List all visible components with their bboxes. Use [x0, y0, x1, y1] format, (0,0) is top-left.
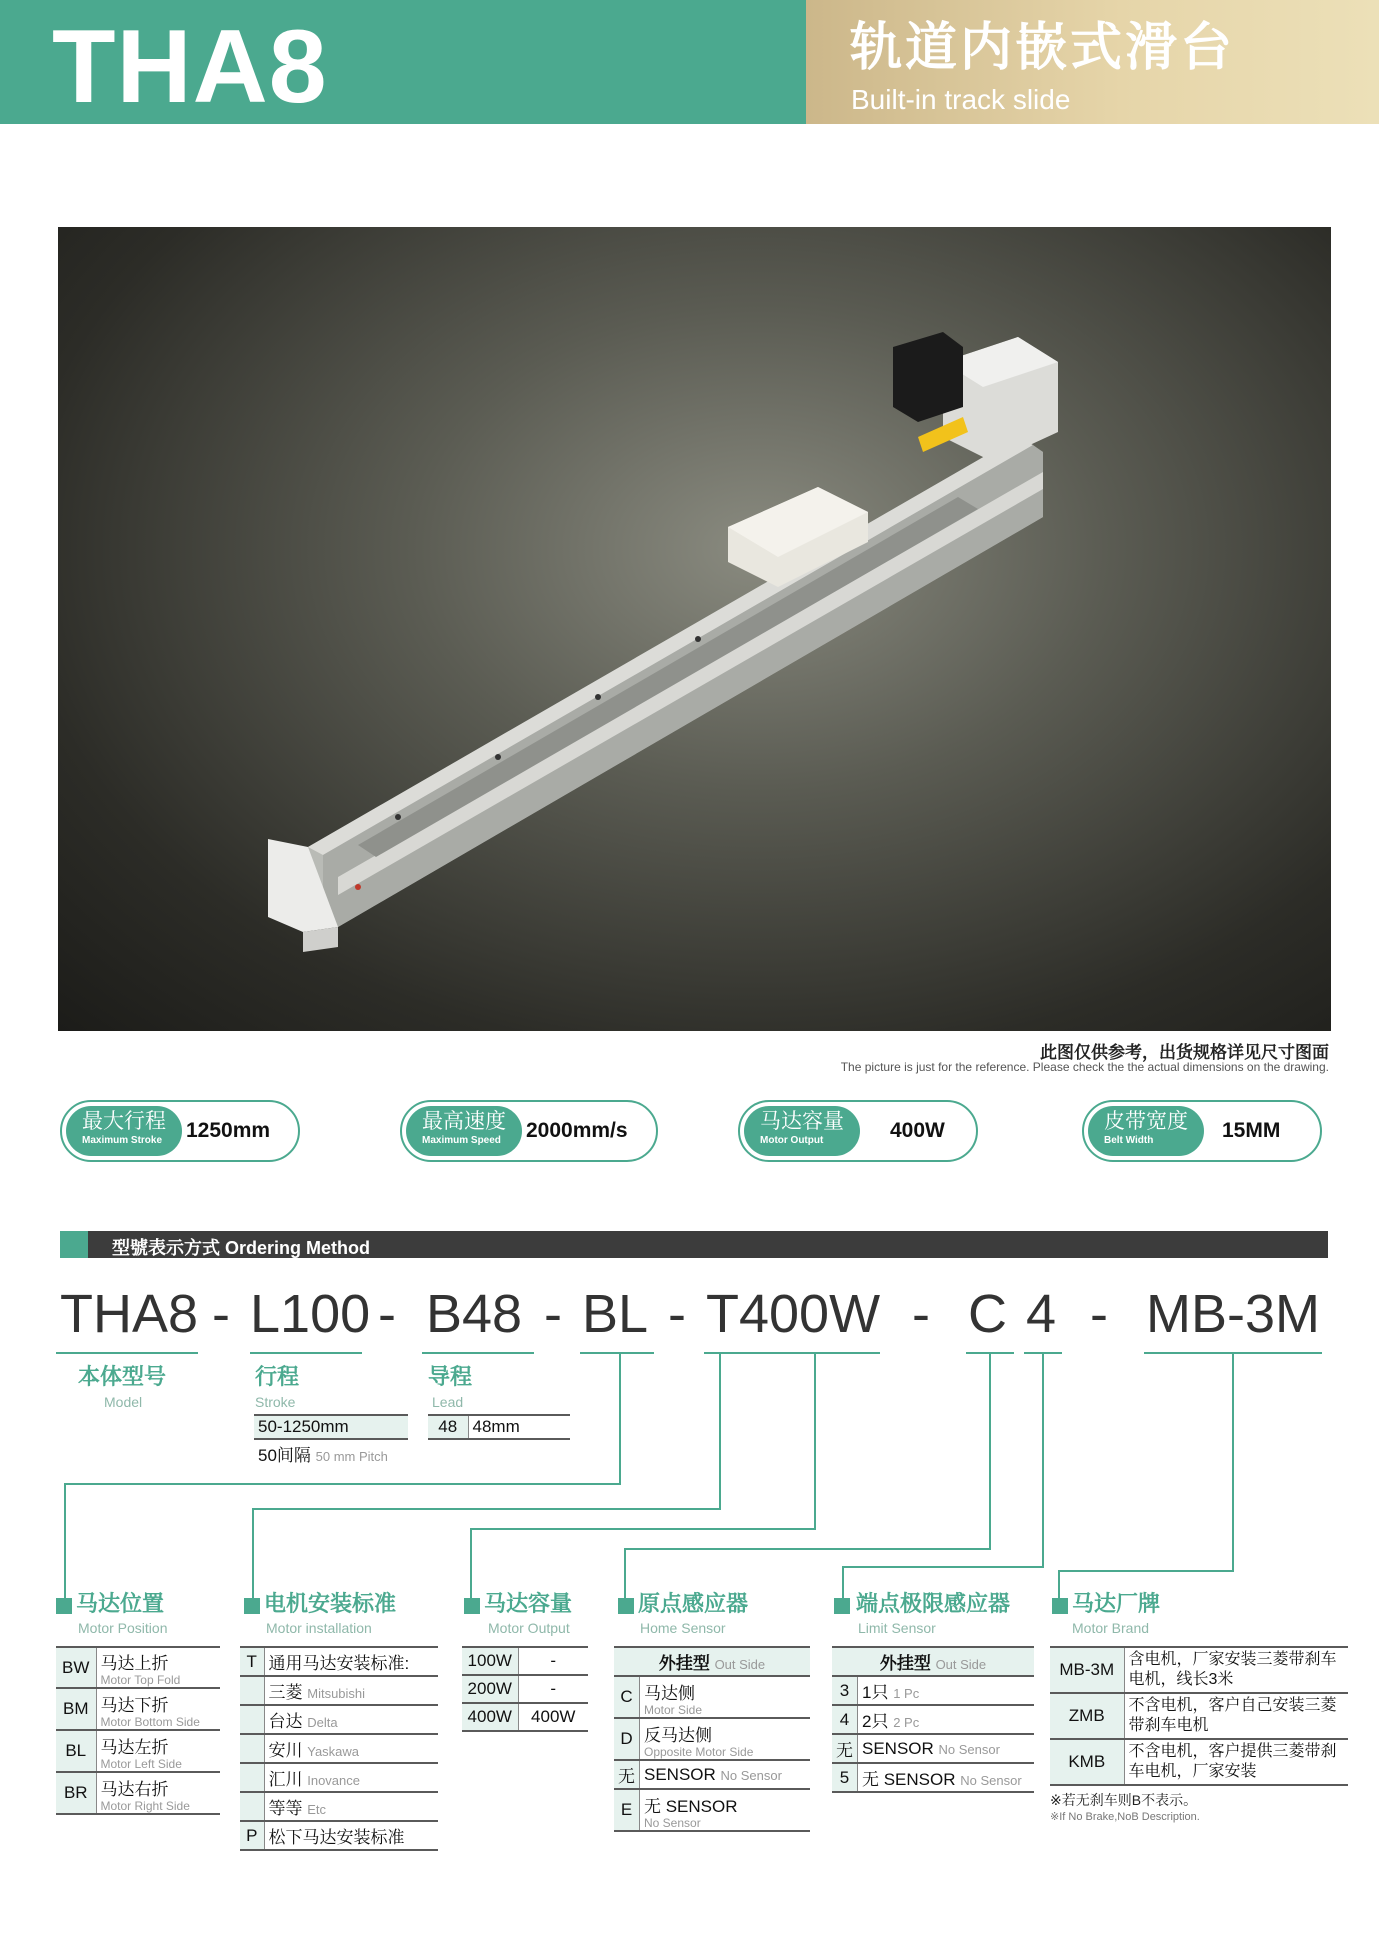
motor-output-en: Motor Output	[488, 1620, 570, 1636]
option-desc: 1只 1 Pc	[858, 1676, 1035, 1705]
spec-label-cn: 皮带宽度	[1104, 1110, 1188, 1133]
code-dash: -	[544, 1284, 562, 1344]
motor-brand-cn: 马达厂牌	[1072, 1591, 1161, 1616]
table-row	[462, 1675, 588, 1703]
option-key: 5	[832, 1763, 858, 1792]
motor-install-en: Motor installation	[266, 1620, 372, 1636]
ordering-title: 型號表示方式 Ordering Method	[112, 1238, 370, 1258]
spec-value: 15MM	[1222, 1119, 1281, 1142]
connector	[64, 1483, 66, 1601]
home-sensor-table	[614, 1646, 810, 1832]
option-key: BW	[56, 1647, 96, 1688]
lead-table	[428, 1414, 570, 1440]
lead-value: 48mm	[468, 1415, 570, 1439]
motor-output-cn: 马达容量	[484, 1591, 573, 1616]
option-desc: 含电机，厂家安装三菱带刹车电机，线长3米	[1124, 1647, 1348, 1693]
code-dash: -	[668, 1284, 686, 1344]
table-row	[56, 1772, 220, 1814]
model-label-en: Model	[104, 1394, 143, 1410]
ordering-bar-accent	[60, 1231, 88, 1258]
option-key: ZMB	[1050, 1693, 1124, 1739]
option-desc: 无 SENSOR No Sensor	[858, 1763, 1035, 1792]
connector	[1232, 1354, 1234, 1572]
option-key: E	[614, 1789, 640, 1831]
table-row	[614, 1760, 810, 1789]
stroke-label-cn: 行程	[255, 1364, 300, 1389]
option-key	[240, 1763, 264, 1792]
table-row	[240, 1676, 438, 1705]
lead-key: 48	[428, 1415, 468, 1439]
spec-label-cn: 马达容量	[760, 1110, 844, 1133]
table-row	[240, 1792, 438, 1821]
table-row	[56, 1647, 220, 1688]
option-desc: 三菱 Mitsubishi	[264, 1676, 438, 1705]
connector	[842, 1566, 1044, 1568]
table-row	[240, 1734, 438, 1763]
table-row	[240, 1705, 438, 1734]
spec-label-en: Motor Output	[760, 1135, 824, 1146]
connector	[814, 1354, 816, 1530]
connector	[1058, 1570, 1234, 1572]
table-row	[614, 1789, 810, 1831]
option-desc: 不含电机，客户自己安装三菱带刹车电机	[1124, 1693, 1348, 1739]
option-desc: 反马达侧 Opposite Motor Side	[640, 1718, 811, 1760]
option-desc: -	[518, 1675, 588, 1703]
connector	[470, 1528, 472, 1600]
option-key: T	[240, 1647, 264, 1676]
option-desc: SENSOR No Sensor	[640, 1760, 811, 1789]
limit-sensor-cn: 端点极限感应器	[856, 1591, 1011, 1616]
option-key	[240, 1705, 264, 1734]
option-key: 3	[832, 1676, 858, 1705]
code-dash: -	[212, 1284, 230, 1344]
table-row	[614, 1718, 810, 1760]
table-row	[1050, 1647, 1348, 1693]
stroke-label-en: Stroke	[255, 1394, 296, 1410]
spec-value: 1250mm	[186, 1119, 271, 1142]
spec-motor-output	[738, 1100, 978, 1162]
option-key: BM	[56, 1688, 96, 1730]
picture-note-cn: 此图仅供参考，出货规格详见尺寸图面	[1040, 1043, 1329, 1062]
stroke-pitch-en: 50 mm Pitch	[315, 1449, 388, 1464]
option-key: C	[614, 1676, 640, 1718]
option-header: 外挂型 Out Side	[832, 1647, 1034, 1676]
code-home: C	[968, 1284, 1007, 1344]
table-row	[462, 1703, 588, 1731]
table-row	[462, 1647, 588, 1675]
code-underline	[580, 1352, 654, 1354]
connector	[624, 1548, 626, 1600]
connector	[64, 1483, 621, 1485]
motor-brand-table	[1050, 1646, 1348, 1786]
section-square	[464, 1598, 480, 1614]
option-key	[240, 1792, 264, 1821]
spec-label-en: Maximum Stroke	[82, 1135, 163, 1146]
connector	[989, 1354, 991, 1550]
table-row	[1050, 1693, 1348, 1739]
spec-max-stroke	[60, 1100, 300, 1162]
product-photo	[58, 227, 1331, 1031]
option-desc: 台达 Delta	[264, 1705, 438, 1734]
motor-position-table	[56, 1646, 220, 1815]
spec-label-en: Maximum Speed	[422, 1135, 501, 1146]
option-desc: 不含电机，客户提供三菱带刹车电机，厂家安装	[1124, 1739, 1348, 1785]
motor-output-table	[462, 1646, 588, 1732]
option-desc: 马达左折 Motor Left Side	[96, 1730, 220, 1772]
option-key: BR	[56, 1772, 96, 1814]
spec-label-cn: 最高速度	[422, 1110, 506, 1133]
option-header: 外挂型 Out Side	[614, 1647, 810, 1676]
option-key: 100W	[462, 1647, 518, 1675]
option-key: P	[240, 1821, 264, 1850]
lead-label-cn: 导程	[428, 1364, 473, 1389]
limit-sensor-en: Limit Sensor	[858, 1620, 936, 1636]
brand-note-cn: ※若无刹车则B不表示。	[1050, 1792, 1198, 1808]
stroke-pitch	[254, 1439, 408, 1467]
option-key	[240, 1676, 264, 1705]
connector	[719, 1354, 721, 1510]
section-square	[56, 1598, 72, 1614]
code-install-output: T400W	[706, 1284, 881, 1344]
option-desc: 马达上折 Motor Top Fold	[96, 1647, 220, 1688]
table-row	[614, 1676, 810, 1718]
stroke-table	[254, 1414, 408, 1467]
option-desc: 400W	[518, 1703, 588, 1731]
table-row	[240, 1647, 438, 1676]
table-row	[56, 1730, 220, 1772]
table-row	[1050, 1739, 1348, 1785]
linear-slide-illustration	[58, 227, 1331, 1031]
spec-label-en: Belt Width	[1104, 1135, 1154, 1146]
section-square	[618, 1598, 634, 1614]
motor-install-cn: 电机安装标准	[264, 1591, 397, 1616]
brand-note-en: ※If No Brake,NoB Description.	[1050, 1811, 1200, 1823]
option-key: MB-3M	[1050, 1647, 1124, 1693]
option-desc: 马达右折 Motor Right Side	[96, 1772, 220, 1814]
code-dash: -	[912, 1284, 930, 1344]
code-lead: B48	[426, 1284, 523, 1344]
code-underline	[422, 1352, 534, 1354]
motor-position-en: Motor Position	[78, 1620, 168, 1636]
motor-brand-en: Motor Brand	[1072, 1620, 1150, 1636]
motor-position-cn: 马达位置	[76, 1591, 165, 1616]
option-key: KMB	[1050, 1739, 1124, 1785]
table-row	[832, 1705, 1034, 1734]
code-motor-pos: BL	[582, 1284, 649, 1344]
option-desc: 松下马达安装标准	[264, 1821, 438, 1850]
connector	[470, 1528, 816, 1530]
title-en: Built-in track slide	[851, 84, 1071, 115]
code-limit: 4	[1026, 1284, 1057, 1344]
connector	[252, 1508, 254, 1600]
spec-value: 400W	[890, 1119, 945, 1142]
table-row	[832, 1647, 1034, 1676]
lead-label-en: Lead	[432, 1394, 464, 1410]
spec-label-cn: 最大行程	[82, 1110, 166, 1133]
code-brand: MB-3M	[1146, 1284, 1320, 1344]
option-desc: 2只 2 Pc	[858, 1705, 1035, 1734]
option-key: 200W	[462, 1675, 518, 1703]
home-sensor-cn: 原点感应器	[638, 1591, 749, 1616]
table-row	[832, 1734, 1034, 1763]
option-key: 无	[614, 1760, 640, 1789]
stroke-range: 50-1250mm	[254, 1415, 408, 1439]
stroke-pitch-cn: 50间隔	[258, 1446, 311, 1465]
table-row	[240, 1821, 438, 1850]
connector	[1058, 1570, 1060, 1600]
option-desc: 无 SENSOR No Sensor	[640, 1789, 811, 1831]
spec-belt-width	[1082, 1100, 1322, 1162]
option-desc: 马达侧 Motor Side	[640, 1676, 811, 1718]
limit-sensor-table	[832, 1646, 1034, 1793]
home-sensor-en: Home Sensor	[640, 1620, 726, 1636]
code-underline	[704, 1352, 880, 1354]
option-desc: 马达下折 Motor Bottom Side	[96, 1688, 220, 1730]
section-square	[1052, 1598, 1068, 1614]
section-square	[244, 1598, 260, 1614]
option-key: D	[614, 1718, 640, 1760]
table-row	[240, 1763, 438, 1792]
option-desc: 等等 Etc	[264, 1792, 438, 1821]
connector	[842, 1566, 844, 1600]
option-desc: 通用马达安装标准:	[264, 1647, 438, 1676]
title-cn: 轨道内嵌式滑台	[850, 19, 1236, 77]
option-desc: SENSOR No Sensor	[858, 1734, 1035, 1763]
section-square	[834, 1598, 850, 1614]
option-key: BL	[56, 1730, 96, 1772]
motor-install-table	[240, 1646, 438, 1851]
connector	[624, 1548, 991, 1550]
connector	[619, 1354, 621, 1484]
code-model: THA8	[60, 1284, 199, 1344]
model-title: THA8	[52, 9, 328, 125]
option-key: 4	[832, 1705, 858, 1734]
option-desc: 安川 Yaskawa	[264, 1734, 438, 1763]
option-key: 无	[832, 1734, 858, 1763]
code-stroke: L100	[250, 1284, 371, 1344]
code-underline	[250, 1352, 362, 1354]
table-row	[832, 1676, 1034, 1705]
table-row	[56, 1688, 220, 1730]
option-key: 400W	[462, 1703, 518, 1731]
code-dash: -	[1090, 1284, 1108, 1344]
table-row	[832, 1763, 1034, 1792]
table-row	[614, 1647, 810, 1676]
spec-value: 2000mm/s	[526, 1119, 628, 1142]
option-desc: -	[518, 1647, 588, 1675]
connector	[1042, 1354, 1044, 1568]
model-label-cn: 本体型号	[78, 1364, 167, 1389]
option-key	[240, 1734, 264, 1763]
code-underline	[56, 1352, 198, 1354]
code-dash: -	[378, 1284, 396, 1344]
picture-note-en: The picture is just for the reference. Please check the the actual dimensions on the drawing.	[840, 1060, 1329, 1074]
connector	[252, 1508, 721, 1510]
option-desc: 汇川 Inovance	[264, 1763, 438, 1792]
spec-max-speed	[400, 1100, 658, 1162]
